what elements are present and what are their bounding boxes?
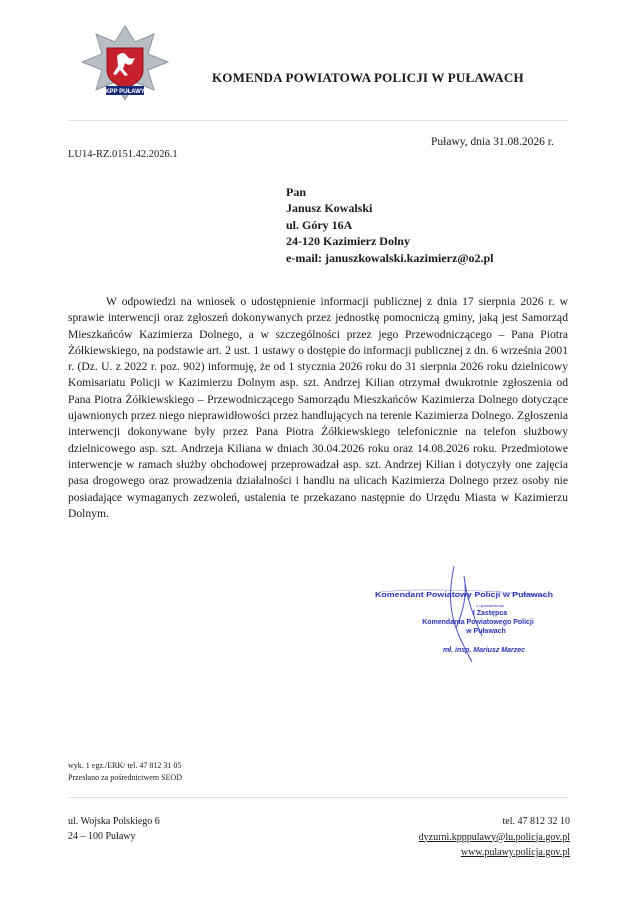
logo-text: KPP PUŁAWY [105, 89, 145, 95]
police-star-logo [80, 24, 170, 104]
footer-contact [419, 814, 570, 861]
addressee-email: e-mail: januszkowalski.kazimierz@o2.pl [286, 250, 494, 265]
addressee-block [286, 184, 494, 266]
footnote-line-2: Przesłano za pośrednictwem SEOD [68, 772, 182, 782]
stamp-line-4: Komendanta Powiatowego Policji [422, 619, 534, 626]
stamp-line-2: z upoważnienia [476, 603, 504, 608]
footnote [68, 760, 182, 783]
addressee-street: ul. Góry 16A [286, 217, 353, 232]
footnote-line-1: wyk. 1 egz./ERK/ tel. 47 812 31 05 [68, 761, 182, 770]
addressee-salutation: Pan [286, 185, 307, 199]
addressee-name: Janusz Kowalski [286, 201, 373, 216]
reference-number: LU14-RZ.0151.42.2026.1 [68, 149, 178, 160]
signature-stamp [370, 566, 555, 666]
footer-address [68, 814, 160, 844]
place-date: Puławy, dnia 31.08.2026 r. [431, 136, 554, 148]
stamp-line-5: w Puławach [466, 628, 506, 635]
stamp-line-3: I Zastępca [472, 610, 508, 617]
header-divider [68, 120, 568, 121]
footer-email-link[interactable]: dyzurni.kpppulawy@lu.policja.gov.pl [418, 831, 570, 843]
footer-divider [68, 797, 568, 798]
letter-body: W odpowiedzi na wniosek o udostępnienie informacji publicznej z dnia 17 sierpnia 2026 r. w sprawie interwencji oraz zgłoszeń dokonywanych przez jednostkę pomocniczą gminy, jaką jest Samorząd Mieszkańców Kazimierza Dolnego, a w szczególności przez jego Przewodniczącego – Pana Piotra Żółkiewskiego, na podstawie art. 2 ust. 1 ustawy o dostępie do informacji publicznej z dn. 6 września 2001 r. (Dz. U. z 2022 r. poz. 902) informuję, że od 1 stycznia 2026 roku do 31 sierpnia 2026 roku dzielnicowy Komisariatu Policji w Kazimierzu Dolnym asp. szt. Andrzej Kilian otrzymał dwukrotnie zgłoszenia od Pana Piotra Żółkiewskiego – Przewodniczącego Samorządu Mieszkańców Kazimierza Dolnego dotyczące ujawnionych przez niego nieprawidłowości przez handlujących na terenie Kazimierza Dolnego. Zgłoszenia interwencji dokonywane były przez Pana Piotra Żółkiewskiego telefonicznie na telefon służbowy dzielnicowego asp. szt. Andrzeja Kiliana w dniach 30.04.2026 roku oraz 14.08.2026 roku. Przedmiotowe interwencje w ramach służby obchodowej przeprowadzał asp. szt. Andrzej Kilian i dotyczyły one zajęcia pasa drogowego oraz prowadzenia działalności i handlu na ulicach Kazimierza Dolnego przez osoby nie posiadające wymaganych zezwoleń, ustalenia te przekazano następnie do Urzędu Miasta w Kazimierzu Dolnym. [68, 295, 568, 520]
stamp-line-6: mł. insp. Mariusz Marzec [442, 647, 526, 654]
organization-name: KOMENDA POWIATOWA POLICJI W PUŁAWACH [212, 70, 524, 85]
addressee-city: 24-120 Kazimierz Dolny [286, 234, 410, 249]
footer-address-line-1: ul. Wojska Polskiego 6 [68, 816, 160, 827]
footer-website-link[interactable]: www.pulawy.policja.gov.pl [460, 847, 570, 858]
footer-phone: tel. 47 812 32 10 [502, 816, 570, 827]
stamp-line-1: Komendant Powiatowy Policji w Puławach [375, 590, 553, 599]
footer-address-line-2: 24 – 100 Puławy [68, 831, 136, 842]
